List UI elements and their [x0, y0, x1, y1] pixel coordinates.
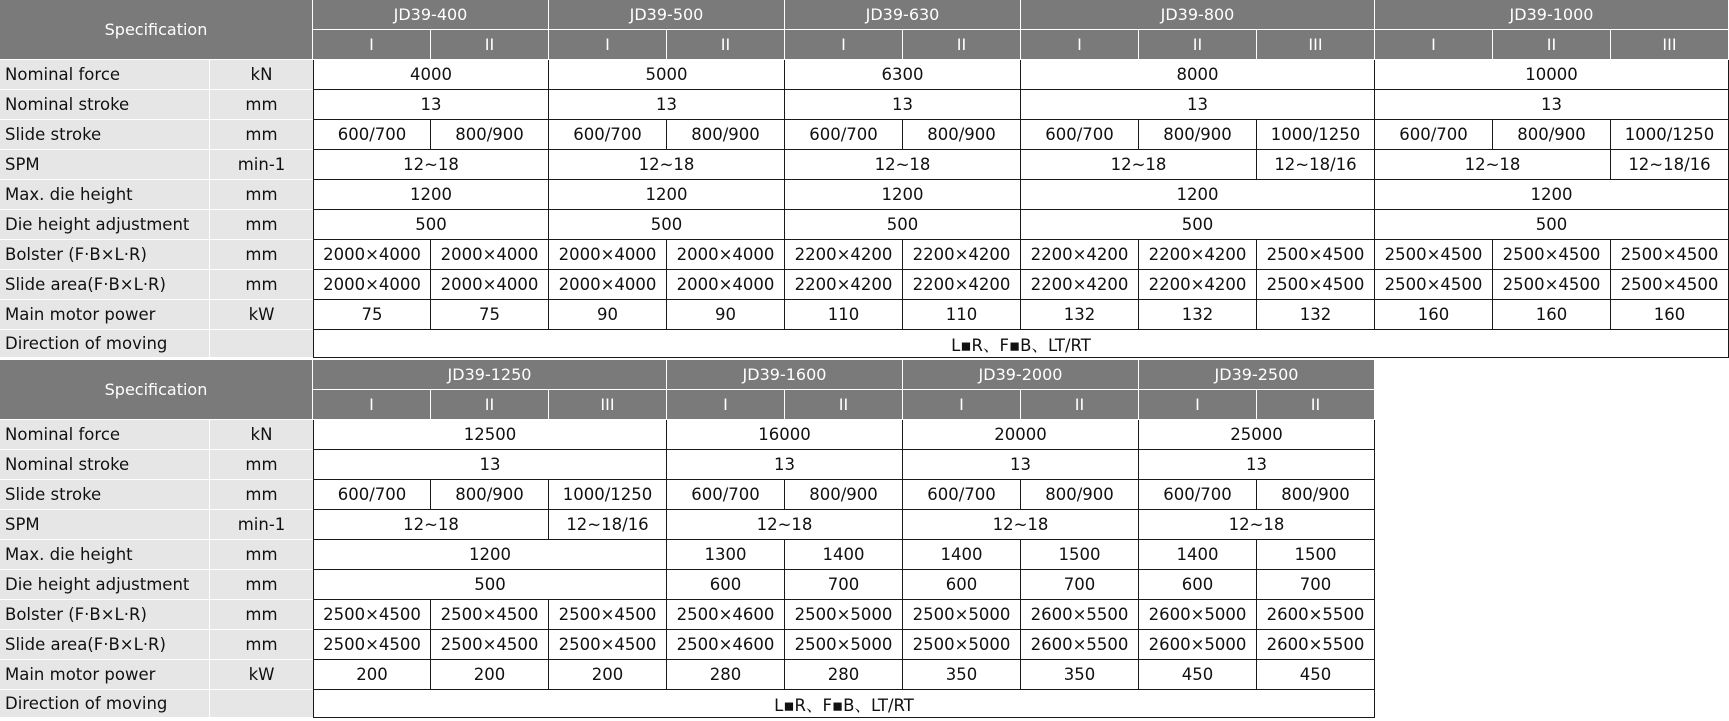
variant-header: II [785, 390, 903, 420]
table-cell: 2200×4200 [1139, 240, 1257, 270]
variant-header: I [1139, 390, 1257, 420]
model-header: JD39-800 [1021, 0, 1375, 30]
table-cell: 800/900 [431, 480, 549, 510]
table-cell: 2500×4600 [667, 630, 785, 660]
model-header: JD39-1600 [667, 360, 903, 390]
table-cell: 12~18 [549, 150, 785, 180]
table-cell: L▪R、F▪B、LT/RT [313, 690, 1375, 718]
table-cell: 132 [1139, 300, 1257, 330]
table-cell: 8000 [1021, 60, 1375, 90]
table-cell: 75 [313, 300, 431, 330]
table-cell: 1200 [549, 180, 785, 210]
table-cell: 2000×4000 [549, 240, 667, 270]
table-cell: 2500×4500 [549, 630, 667, 660]
table-cell: 2500×4500 [1493, 240, 1611, 270]
table-cell: 2600×5500 [1021, 630, 1139, 660]
table-cell: 2500×4500 [431, 600, 549, 630]
table-cell: 600/700 [1375, 120, 1493, 150]
table-cell: 1400 [785, 540, 903, 570]
table-cell: 600 [903, 570, 1021, 600]
table-cell: 12~18/16 [1257, 150, 1375, 180]
table-cell: 2200×4200 [1021, 240, 1139, 270]
model-header: JD39-630 [785, 0, 1021, 30]
table-cell: 2500×4600 [667, 600, 785, 630]
row-unit: min-1 [209, 510, 313, 540]
variant-header: II [667, 30, 785, 60]
table-cell: 1300 [667, 540, 785, 570]
table-cell: 12~18 [313, 150, 549, 180]
table-cell: 2000×4000 [313, 240, 431, 270]
table-cell: 800/900 [903, 120, 1021, 150]
row-label: Bolster (F·B×L·R) [0, 240, 209, 270]
table-cell: 2200×4200 [1021, 270, 1139, 300]
row-unit: mm [209, 540, 313, 570]
row-label: Die height adjustment [0, 570, 209, 600]
variant-header: II [1257, 390, 1375, 420]
table-cell: 600/700 [1021, 120, 1139, 150]
table-cell: 500 [549, 210, 785, 240]
table-cell: 800/900 [1139, 120, 1257, 150]
table-cell: 132 [1257, 300, 1375, 330]
specification-header: Specification [0, 0, 313, 60]
table-cell: 12~18 [667, 510, 903, 540]
table-cell: 110 [903, 300, 1021, 330]
table-cell: 2000×4000 [431, 270, 549, 300]
table-cell: 1400 [1139, 540, 1257, 570]
table-cell: 1200 [313, 540, 667, 570]
table-cell: 2500×4500 [1375, 240, 1493, 270]
variant-header: I [313, 390, 431, 420]
table-cell: 800/900 [1257, 480, 1375, 510]
table-cell: 2600×5500 [1021, 600, 1139, 630]
table-cell: 1200 [1021, 180, 1375, 210]
table-cell: 2500×5000 [785, 600, 903, 630]
table-cell: 2500×4500 [1257, 240, 1375, 270]
table-cell: 12500 [313, 420, 667, 450]
variant-header: III [1257, 30, 1375, 60]
table-cell: 160 [1611, 300, 1729, 330]
table-cell: 25000 [1139, 420, 1375, 450]
table-cell: 2500×5000 [785, 630, 903, 660]
variant-header: I [549, 30, 667, 60]
table-cell: 2600×5500 [1257, 600, 1375, 630]
table-cell: 800/900 [667, 120, 785, 150]
row-unit: mm [209, 120, 313, 150]
row-unit: mm [209, 210, 313, 240]
row-label: Slide area(F·B×L·R) [0, 270, 209, 300]
table-cell: 1000/1250 [1257, 120, 1375, 150]
table-cell: 600 [1139, 570, 1257, 600]
row-label: Nominal force [0, 60, 209, 90]
variant-header: I [785, 30, 903, 60]
table-cell: 2000×4000 [549, 270, 667, 300]
table-cell: 6300 [785, 60, 1021, 90]
table-cell: 600/700 [549, 120, 667, 150]
row-label: Slide area(F·B×L·R) [0, 630, 209, 660]
row-label: Slide stroke [0, 120, 209, 150]
table-cell: 10000 [1375, 60, 1729, 90]
table-cell: 2000×4000 [313, 270, 431, 300]
table-cell: L▪R、F▪B、LT/RT [313, 330, 1729, 358]
table-cell: 600 [667, 570, 785, 600]
table-cell: 2600×5000 [1139, 600, 1257, 630]
table-cell: 2500×4500 [549, 600, 667, 630]
table-cell: 160 [1375, 300, 1493, 330]
table-cell: 2500×5000 [903, 630, 1021, 660]
table-cell: 800/900 [785, 480, 903, 510]
table-cell: 2500×5000 [903, 600, 1021, 630]
table-cell: 2000×4000 [667, 270, 785, 300]
row-label: Main motor power [0, 660, 209, 690]
row-unit: mm [209, 570, 313, 600]
variant-header: III [1611, 30, 1729, 60]
model-header: JD39-1250 [313, 360, 667, 390]
table-cell: 16000 [667, 420, 903, 450]
row-unit: mm [209, 630, 313, 660]
table-cell: 12~18 [903, 510, 1139, 540]
table-cell: 13 [1021, 90, 1375, 120]
table-cell: 2500×4500 [431, 630, 549, 660]
row-unit [209, 330, 313, 358]
row-unit: mm [209, 450, 313, 480]
variant-header: II [431, 390, 549, 420]
table-cell: 12~18/16 [549, 510, 667, 540]
row-unit: kN [209, 420, 313, 450]
variant-header: I [903, 390, 1021, 420]
table-cell: 800/900 [1021, 480, 1139, 510]
table-cell: 12~18 [785, 150, 1021, 180]
table-cell: 13 [313, 90, 549, 120]
specification-header: Specification [0, 360, 313, 420]
row-label: Nominal stroke [0, 450, 209, 480]
variant-header: II [1021, 390, 1139, 420]
table-cell: 90 [667, 300, 785, 330]
table-cell: 2200×4200 [785, 270, 903, 300]
table-cell: 13 [785, 90, 1021, 120]
row-label: Die height adjustment [0, 210, 209, 240]
table-cell: 12~18 [313, 510, 549, 540]
table-cell: 600/700 [313, 120, 431, 150]
table-cell: 75 [431, 300, 549, 330]
table-cell: 160 [1493, 300, 1611, 330]
table-cell: 500 [313, 210, 549, 240]
row-unit: kW [209, 660, 313, 690]
table-cell: 500 [785, 210, 1021, 240]
variant-header: II [431, 30, 549, 60]
table-cell: 350 [903, 660, 1021, 690]
table-cell: 700 [785, 570, 903, 600]
table-cell: 13 [1375, 90, 1729, 120]
table-cell: 13 [903, 450, 1139, 480]
table-cell: 2600×5500 [1257, 630, 1375, 660]
row-label: Max. die height [0, 180, 209, 210]
table-cell: 700 [1257, 570, 1375, 600]
table-cell: 12~18 [1021, 150, 1257, 180]
table-cell: 800/900 [1493, 120, 1611, 150]
row-unit: kW [209, 300, 313, 330]
table-cell: 2200×4200 [903, 240, 1021, 270]
table-cell: 600/700 [903, 480, 1021, 510]
table-cell: 12~18 [1139, 510, 1375, 540]
row-label: Bolster (F·B×L·R) [0, 600, 209, 630]
table-cell: 2200×4200 [785, 240, 903, 270]
model-header: JD39-2500 [1139, 360, 1375, 390]
table-cell: 5000 [549, 60, 785, 90]
table-cell: 600/700 [313, 480, 431, 510]
table-cell: 500 [313, 570, 667, 600]
table-cell: 2600×5000 [1139, 630, 1257, 660]
table-cell: 2200×4200 [1139, 270, 1257, 300]
row-label: Nominal force [0, 420, 209, 450]
table-cell: 2500×4500 [1611, 270, 1729, 300]
table-cell: 20000 [903, 420, 1139, 450]
table-cell: 13 [313, 450, 667, 480]
row-label: SPM [0, 510, 209, 540]
variant-header: I [313, 30, 431, 60]
row-unit: kN [209, 60, 313, 90]
variant-header: II [1493, 30, 1611, 60]
table-cell: 1200 [313, 180, 549, 210]
table-cell: 350 [1021, 660, 1139, 690]
table-cell: 13 [1139, 450, 1375, 480]
table-cell: 2500×4500 [313, 600, 431, 630]
table-cell: 200 [313, 660, 431, 690]
table-cell: 1000/1250 [1611, 120, 1729, 150]
table-cell: 1500 [1257, 540, 1375, 570]
model-header: JD39-400 [313, 0, 549, 30]
model-header: JD39-2000 [903, 360, 1139, 390]
table-cell: 2500×4500 [313, 630, 431, 660]
table-cell: 12~18 [1375, 150, 1611, 180]
table-cell: 132 [1021, 300, 1139, 330]
table-cell: 1200 [785, 180, 1021, 210]
table-cell: 2500×4500 [1375, 270, 1493, 300]
variant-header: I [1021, 30, 1139, 60]
variant-header: II [903, 30, 1021, 60]
table-cell: 1400 [903, 540, 1021, 570]
table-cell: 12~18/16 [1611, 150, 1729, 180]
table-cell: 13 [667, 450, 903, 480]
row-label: Direction of moving [0, 690, 209, 718]
table-cell: 110 [785, 300, 903, 330]
variant-header: I [667, 390, 785, 420]
table-cell: 500 [1021, 210, 1375, 240]
row-unit: mm [209, 600, 313, 630]
row-label: Main motor power [0, 300, 209, 330]
table-cell: 800/900 [431, 120, 549, 150]
variant-header: I [1375, 30, 1493, 60]
table-cell: 1500 [1021, 540, 1139, 570]
row-label: Direction of moving [0, 330, 209, 358]
model-header: JD39-1000 [1375, 0, 1729, 30]
table-cell: 500 [1375, 210, 1729, 240]
row-label: Slide stroke [0, 480, 209, 510]
table-cell: 600/700 [785, 120, 903, 150]
spec-table-lower [0, 360, 1375, 718]
table-cell: 1200 [1375, 180, 1729, 210]
row-unit: mm [209, 240, 313, 270]
table-cell: 90 [549, 300, 667, 330]
row-unit: min-1 [209, 150, 313, 180]
table-cell: 4000 [313, 60, 549, 90]
table-cell: 280 [785, 660, 903, 690]
row-unit: mm [209, 480, 313, 510]
table-cell: 450 [1257, 660, 1375, 690]
model-header: JD39-500 [549, 0, 785, 30]
variant-header: III [549, 390, 667, 420]
table-cell: 200 [431, 660, 549, 690]
spec-table-upper [0, 0, 1729, 358]
table-cell: 280 [667, 660, 785, 690]
table-cell: 600/700 [1139, 480, 1257, 510]
table-cell: 450 [1139, 660, 1257, 690]
row-unit: mm [209, 180, 313, 210]
row-unit [209, 690, 313, 718]
table-cell: 2500×4500 [1493, 270, 1611, 300]
row-label: Max. die height [0, 540, 209, 570]
variant-header: II [1139, 30, 1257, 60]
table-cell: 700 [1021, 570, 1139, 600]
row-label: SPM [0, 150, 209, 180]
table-cell: 2200×4200 [903, 270, 1021, 300]
table-cell: 2000×4000 [431, 240, 549, 270]
table-cell: 200 [549, 660, 667, 690]
table-cell: 13 [549, 90, 785, 120]
row-unit: mm [209, 90, 313, 120]
table-cell: 2500×4500 [1611, 240, 1729, 270]
table-cell: 1000/1250 [549, 480, 667, 510]
table-cell: 2000×4000 [667, 240, 785, 270]
row-unit: mm [209, 270, 313, 300]
row-label: Nominal stroke [0, 90, 209, 120]
table-cell: 600/700 [667, 480, 785, 510]
table-cell: 2500×4500 [1257, 270, 1375, 300]
